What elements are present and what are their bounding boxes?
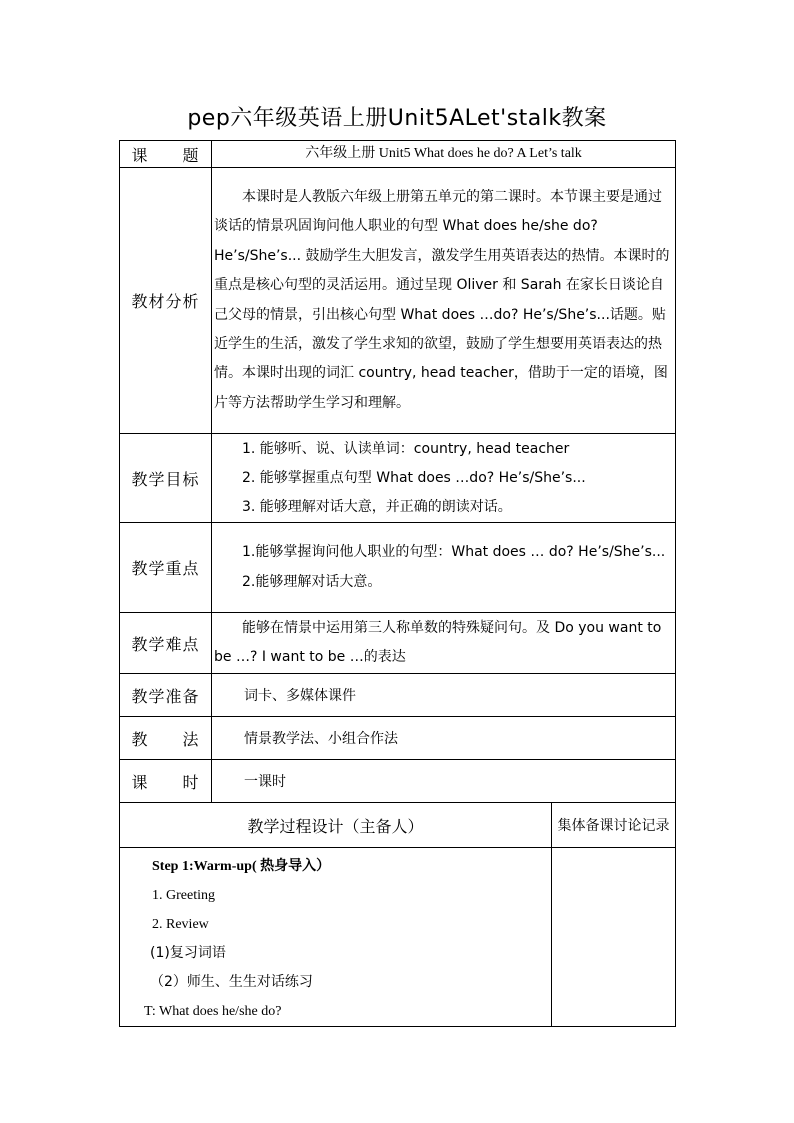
row-process-header <box>120 803 676 848</box>
row-goals <box>120 434 676 523</box>
process-line: 2. Review <box>152 917 209 932</box>
discussion-header: 集体备课讨论记录 <box>552 803 676 848</box>
row-keypoints <box>120 523 676 613</box>
document-title: pep六年级英语上册Unit5ALet'stalk教案 <box>187 106 607 131</box>
label-analysis: 教材分析 <box>120 168 212 434</box>
process-line: （2）师生、生生对话练习 <box>150 974 313 990</box>
row-prep <box>120 674 676 717</box>
label-hours: 课 时 <box>120 760 212 803</box>
process-line: T: What does he/she do? <box>144 1004 282 1019</box>
keypoint-item: 1.能够掌握询问他人职业的句型：What does … do? He’s/She’s... <box>242 544 666 561</box>
goal-item: 2. 能够掌握重点句型 What does …do? He’s/She’s... <box>242 469 586 486</box>
analysis-text: 本课时是人教版六年级上册第五单元的第二课时。本节课主要是通过谈话的情景巩固询问他人职业的句型 What does he/she do? He’s/She’s... 鼓励学生大胆发言，激发学生用英语表达的热情。本课时的重点是核心句型的灵活运用。通过呈现 Oliver 和 Sarah 在家长日谈论自己父母的情景，引出核心句型 What does …do? He’s/She’s...话题。贴近学生的生活，激发了学生求知的欲望，鼓励了学生想要用英语表达的热情。本课时出现的词汇 country, head teacher，借助于一定的语境，图片等方法帮助学生学习和理解。 <box>214 188 670 411</box>
row-hours <box>120 760 676 803</box>
goal-item: 1. 能够听、说、认读单词：country, head teacher <box>242 440 570 457</box>
hours-value: 一课时 <box>244 774 286 790</box>
label-method: 教 法 <box>120 717 212 760</box>
label-keypoints: 教学重点 <box>120 523 212 613</box>
label-difficulty: 教学难点 <box>120 613 212 674</box>
prep-value: 词卡、多媒体课件 <box>244 688 356 704</box>
step-heading: Step 1:Warm-up( 热身导入） <box>152 859 331 874</box>
difficulty-text: 能够在情景中运用第三人称单数的特殊疑问句。及 Do you want to be …? I want to be …的表达 <box>214 619 662 665</box>
row-analysis <box>120 168 676 434</box>
lesson-plan-table <box>119 140 676 1027</box>
row-difficulty <box>120 613 676 674</box>
process-line: 1. Greeting <box>152 888 215 903</box>
process-line: (1)复习词语 <box>150 945 226 961</box>
label-prep: 教学准备 <box>120 674 212 717</box>
keypoint-item: 2.能够理解对话大意。 <box>242 573 382 590</box>
row-topic <box>120 141 676 168</box>
method-value: 情景教学法、小组合作法 <box>244 731 398 747</box>
label-goals: 教学目标 <box>120 434 212 523</box>
label-topic: 课 题 <box>120 141 212 168</box>
topic-value: 六年级上册 Unit5 What does he do? A Let’s talk <box>212 141 676 168</box>
row-method <box>120 717 676 760</box>
discussion-cell <box>552 848 676 1027</box>
goal-item: 3. 能够理解对话大意，并正确的朗读对话。 <box>242 498 512 515</box>
row-process-body <box>120 848 676 1027</box>
process-header: 教学过程设计（主备人） <box>120 803 552 848</box>
